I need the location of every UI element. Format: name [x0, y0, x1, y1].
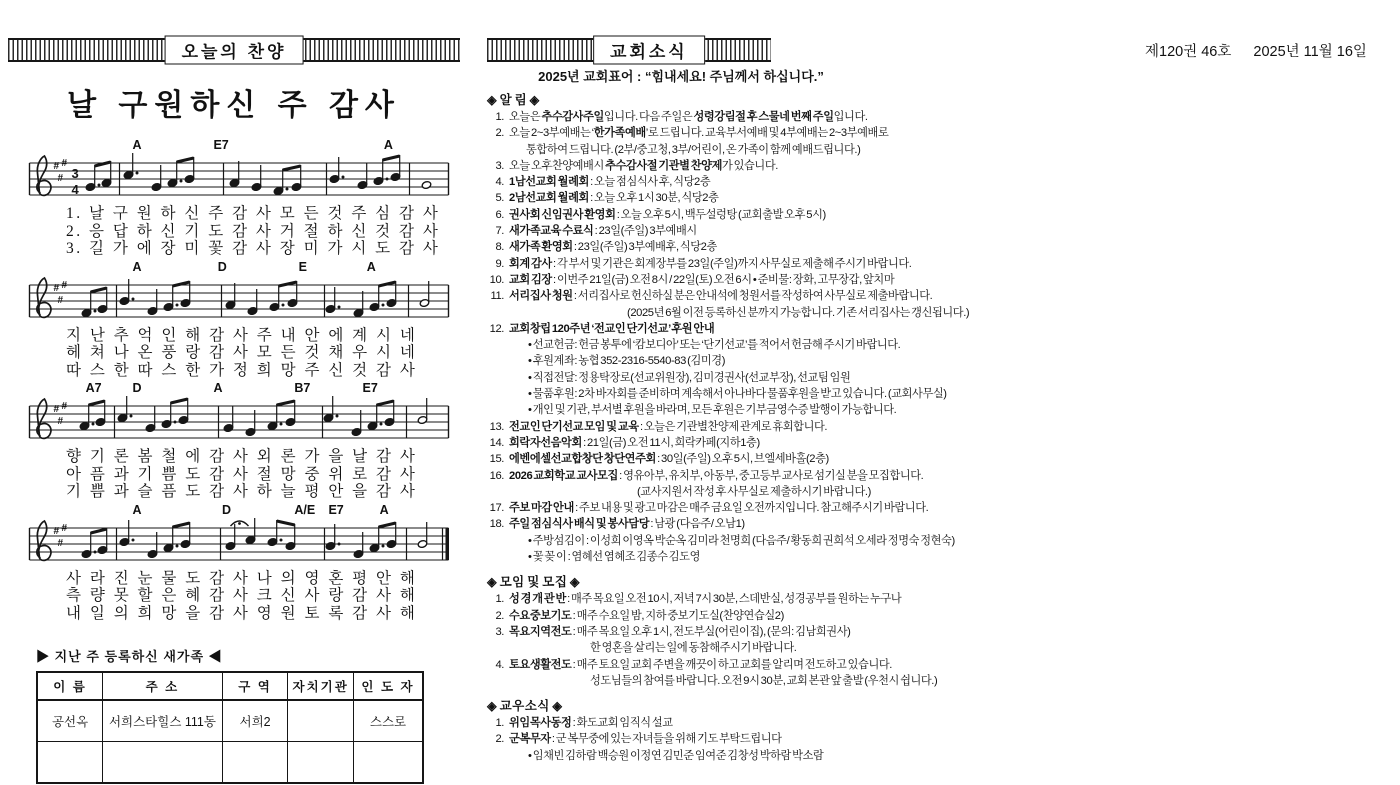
news-item: [487, 516, 962, 532]
lyric-line: 아 픔 과 기 쁨 도 감 사 절 망 중 위 로 감 사: [66, 465, 418, 483]
cell-address: 서희스타힐스 111동: [103, 700, 223, 742]
newcomers-header-row: [37, 672, 423, 700]
staff-lines: [26, 518, 452, 570]
item-text: 1남선교회 월례회 : 오늘 점심식사 후, 식당2층: [509, 176, 711, 189]
chord-label: E7: [328, 502, 344, 517]
chord-label: D: [221, 502, 231, 517]
item-text: 교회창립 120주년 ‘전교인 단기선교’ 후원 안내: [509, 322, 715, 335]
item-text: 회계 감사 : 각 부서 및 기관은 회계장부를 23일(주일)까지 사무실로 제출해 주시기 바랍니다.: [509, 257, 912, 270]
item-text: 군복무자 : 군 복무중에 있는 자녀들을 위해 기도 부탁드립니다: [509, 733, 782, 746]
news-item: [487, 468, 962, 484]
item-number: 1.: [495, 717, 504, 730]
cell-district: 서희2: [222, 700, 288, 742]
item-text: 위임목사동정 : 화도교회 임직식 설교: [509, 717, 673, 730]
lyric-line: 1. 날 구 원 하 신 주 감 사 모 든 것 주 심 감 사: [66, 205, 441, 222]
section-heading: ◈ 모임 및 모집 ◈: [487, 575, 580, 590]
item-text: 오늘 2~3부예배는 ‘한가족예배’로 드립니다. 교육부서예배 및 4부예배는 2~3부예배로: [509, 127, 889, 140]
news-continuation: (2025년 6월 이전 등록하신 분까지 가능합니다. 기존 서리집사는 갱신됩니다.): [627, 306, 970, 319]
item-number: 4.: [495, 658, 504, 671]
newcomer-row-empty: [37, 742, 423, 784]
item-number: 7.: [495, 225, 504, 238]
chord-row: [26, 503, 452, 518]
staff-system: [26, 503, 452, 623]
svg-text:#: #: [53, 404, 60, 415]
chord-label: A: [132, 259, 142, 274]
item-text: 새가족 환영회 : 23일(주일) 3부예배후, 식당2층: [509, 241, 717, 254]
item-text: 2026 교회학교 교사모집 : 영유아부, 유치부, 아동부, 중고등부 교사로 섬기실 분을 모집합니다.: [509, 469, 924, 482]
svg-text:3: 3: [71, 166, 79, 181]
chord-label: D: [217, 259, 227, 274]
chord-label: A: [132, 502, 142, 517]
chord-label: A: [213, 381, 223, 395]
item-text: 목요지역전도 : 매주 목요일 오후 1시, 전도부실(어린이집), (문의: 김남희권사): [509, 625, 851, 638]
chord-row: [26, 138, 452, 153]
item-text: 교회 김장 : 이번주 21일(금) 오전 8시 / 22일(토) 오전 6시 • 준비물: 장화, 고무장갑, 앞치마: [509, 273, 895, 286]
issue-date: 2025년 11월 16일: [1253, 44, 1367, 60]
news-item: [487, 731, 962, 747]
news-item: [487, 500, 962, 516]
section-heading: ◈ 교우소식 ◈: [487, 699, 563, 714]
item-number: 14.: [489, 436, 504, 449]
item-number: 2.: [495, 609, 504, 622]
item-text: 주일 점심식사 배식 및 봉사담당 : 남광 (다음주/ 오남1): [509, 518, 745, 531]
item-number: 8.: [495, 241, 504, 254]
staff-lines: [26, 396, 452, 448]
issue-date-line: [1145, 40, 1367, 61]
newcomers-table: [36, 671, 424, 784]
svg-text:4: 4: [71, 182, 79, 197]
cell-name: 공선옥: [37, 700, 103, 742]
chord-label: B7: [294, 381, 311, 395]
news-bullet: • 임채빈 김하람 백승원 이정연 김민준 임여준 김창성 박하람 박소람: [528, 749, 824, 762]
news-item: [487, 109, 962, 125]
col-organization: 자치기관: [288, 672, 354, 700]
item-text: 오늘 오후찬양예배시 추수감사절 기관별 찬양제가 있습니다.: [509, 159, 778, 172]
svg-text:#: #: [61, 158, 68, 169]
staff-lines: [26, 275, 452, 327]
cell-guide: 스스로: [353, 700, 423, 742]
news-item: [487, 158, 962, 174]
hymn-title: 날 구원하신 주 감사: [67, 89, 401, 122]
news-item: [487, 657, 962, 673]
news-item: [487, 190, 962, 206]
item-number: 15.: [489, 453, 504, 466]
item-number: 2.: [495, 127, 504, 140]
col-name: 이 름: [37, 672, 103, 700]
item-text: 새가족교육 수료식 : 23일(주일) 3부예배시: [509, 225, 697, 238]
item-number: 9.: [495, 257, 504, 270]
chord-label: D: [132, 381, 142, 395]
item-number: 4.: [495, 176, 504, 189]
news-continuation: 성도님들의 참여를 바랍니다. 오전 9시 30분, 교회 본관 앞 출발 (우천시 쉽니다.): [590, 674, 938, 687]
news-continuation: 통합하여 드립니다. (2부/중고청, 3부/어린이, 온 가족이 함께 예배드립니다.): [526, 143, 861, 156]
svg-text:#: #: [61, 401, 68, 412]
left-band-title: 오늘의 찬양: [165, 36, 304, 65]
news-item: [487, 451, 962, 467]
svg-text:#: #: [61, 279, 68, 291]
newcomer-row: [37, 700, 423, 742]
chord-row: [26, 260, 452, 275]
item-number: 11.: [490, 290, 504, 303]
svg-text:#: #: [57, 416, 64, 427]
staff-lines: [26, 153, 452, 205]
svg-text:#: #: [57, 537, 64, 549]
chord-label: E7: [213, 138, 229, 152]
item-number: 18.: [489, 518, 504, 531]
news-item: [487, 256, 962, 272]
newcomers-caption: ▶ 지난 주 등록하신 새가족 ◀: [36, 649, 223, 664]
lyric-line: 기 쁨 과 슬 픔 도 감 사 하 늘 평 안 을 감 사: [66, 483, 418, 500]
lyric-line: 향 기 론 봄 철 에 감 사 외 론 가 을 날 감 사: [66, 448, 418, 465]
news-bullet: • 선교헌금: 헌금 봉투에 ‘캄보디아’ 또는 ‘단기선교’를 적어서 헌금해 주시기 바랍니다.: [528, 339, 901, 352]
news-bullet: • 후원계좌: 농협 352-2316-5540-83 (김미경): [528, 355, 726, 368]
item-number: 17.: [489, 502, 504, 515]
item-number: 12.: [489, 322, 504, 335]
newcomers-section: [36, 646, 428, 784]
item-text: 주보 마감 안내 : 주보 내용 및 광고 마감은 매주 금요일 오전까지입니다. 참고해주시기 바랍니다.: [509, 502, 929, 515]
lyric-line: 내 일 의 희 망 을 감 사 영 원 토 록 감 사 해: [66, 604, 418, 622]
section-heading: ◈ 알 림 ◈: [487, 93, 540, 107]
item-number: 6.: [495, 208, 504, 221]
news-bullet: • 개인 및 기관, 부서별 후원을 바라며, 모든 후원은 기부금영수증 발행이 가능합니다.: [528, 404, 897, 417]
news-continuation: 한 영혼을 살리는 일에 동참해주시기 바랍니다.: [590, 642, 797, 655]
col-address: 주 소: [103, 672, 223, 700]
item-text: 서리집사 청원 : 서리집사로 헌신하실 분은 안내석에 청원서를 작성하여 사무실로 제출바랍니다.: [509, 290, 933, 303]
col-guide: 인 도 자: [353, 672, 423, 700]
svg-text:#: #: [61, 522, 68, 534]
item-text: 수요중보기도 : 매주 수요일 밤, 지하 중보기도실(찬양연습실2): [509, 609, 784, 622]
news-item: [487, 288, 962, 304]
chord-label: A/E: [294, 502, 316, 517]
left-header-band: [8, 38, 460, 62]
lyric-line: 2. 응 답 하 신 기 도 감 사 거 절 하 신 것 감 사: [66, 222, 441, 240]
item-number: 3.: [495, 159, 504, 172]
sheet-music: [26, 138, 452, 624]
cell-guide: [353, 742, 423, 784]
church-motto: 2025년 교회표어 : “힘내세요! 주님께서 하십니다.”: [538, 69, 824, 84]
item-number: 2.: [495, 733, 504, 746]
news-body: [487, 92, 970, 764]
chord-row: [26, 381, 452, 396]
chord-label: A: [383, 138, 393, 152]
chord-label: A7: [85, 381, 102, 395]
right-band-title: 교회소식: [593, 36, 705, 65]
news-item: [487, 321, 962, 337]
news-item: [487, 715, 962, 731]
item-number: 1.: [495, 111, 504, 123]
lyric-line: 헤 쳐 나 온 풍 랑 감 사 모 든 것 채 우 시 네: [66, 344, 418, 361]
news-item: [487, 419, 962, 435]
news-item: [487, 207, 962, 223]
news-bullet: • 주방섬김이 : 이성희 이영옥 박순옥 김미라 천명희 (다음주/ 황동희 권희석 오세라 정명숙 정현숙): [528, 534, 955, 547]
news-item: [487, 624, 962, 640]
news-item: [487, 591, 962, 607]
svg-text:#: #: [53, 525, 60, 537]
news-bullet: • 꽃 꽂 이 : 염혜선 염혜조 김종수 김도영: [528, 551, 700, 564]
lyric-line: 측 량 못 할 은 혜 감 사 크 신 사 랑 감 사 해: [66, 587, 418, 604]
svg-text:#: #: [57, 294, 64, 306]
chord-label: A: [132, 138, 142, 152]
news-item: [487, 174, 962, 190]
news-item: [487, 239, 962, 255]
lyric-line: 지 난 추 억 인 해 감 사 주 내 안 에 계 시 네: [66, 326, 418, 344]
news-gap: [487, 689, 962, 698]
chord-label: A: [379, 502, 389, 517]
cell-organization: [288, 742, 354, 784]
news-bullet: • 직접전달: 정용탁장로(선교위원장), 김미경권사(선교부장), 선교팀 임원: [528, 371, 851, 384]
svg-text:#: #: [57, 173, 64, 184]
item-text: 에벤에셀선교합창단 창단연주회 : 30일(주일) 오후 5시, 브엘세바홀(2층): [509, 453, 829, 466]
news-item: [487, 608, 962, 624]
item-text: 2남선교회 월례회 : 오늘 오후 1시 30분, 식당2층: [509, 192, 719, 205]
staff-system: [26, 138, 452, 258]
cell-organization: [288, 700, 354, 742]
chord-label: E7: [362, 381, 378, 395]
lyric-line: 3. 길 가 에 장 미 꽃 감 사 장 미 가 시 도 감 사: [66, 240, 441, 257]
item-number: 3.: [495, 625, 504, 638]
item-text: 권사회 신임권사 환영회 : 오늘 오후 5시, 백두설렁탕 (교회출발 오후 5시): [509, 208, 826, 221]
staff-system: [26, 260, 452, 380]
item-text: 전교인 단기선교 모임 및 교육 : 오늘은 기관별찬양제 관계로 휴회합니다.: [509, 420, 828, 433]
svg-text:#: #: [53, 282, 60, 294]
chord-label: E: [298, 259, 307, 274]
item-number: 13.: [489, 420, 504, 433]
news-item: [487, 272, 962, 288]
cell-district: [222, 742, 288, 784]
chord-label: A: [366, 259, 376, 274]
news-continuation: (교사지원서 작성 후 사무실로 제출하시기 바랍니다.): [637, 485, 871, 498]
item-number: 5.: [495, 192, 504, 205]
news-item: [487, 223, 962, 239]
right-header-band: [487, 38, 771, 62]
news-item: [487, 125, 962, 141]
lyric-line: 사 라 진 눈 물 도 감 사 나 의 영 혼 평 안 해: [66, 569, 418, 587]
lyric-line: 따 스 한 따 스 한 가 정 희 망 주 신 것 감 사: [66, 361, 418, 379]
item-text: 토요생활전도 : 매주 토요일 교회 주변을 깨끗이 하고 교회를 알리며 전도하고 있습니다.: [509, 658, 892, 671]
cell-address: [103, 742, 223, 784]
issue-number: 제120권 46호: [1145, 44, 1232, 60]
item-text: 성 경 개 관 반 : 매주 목요일 오전 10시, 저녁 7시 30분, 스데반실, 성경공부를 원하는 누구나: [509, 593, 902, 606]
col-district: 구 역: [222, 672, 288, 700]
item-text: 희락자선음악회 : 21일(금) 오전 11시, 희락카페(지하1층): [509, 436, 760, 449]
item-number: 10.: [489, 273, 504, 286]
news-bullet: • 물품후원: 2차 바자회를 준비하며 계속해서 아나바다 물품후원을 받고 있습니다. (교회사무실): [528, 388, 947, 401]
cell-name: [37, 742, 103, 784]
staff-system: [26, 381, 452, 501]
news-item: [487, 435, 962, 451]
svg-text:#: #: [53, 161, 60, 172]
item-text: 오늘은 추수감사주일입니다. 다음 주일은 성령강림절 후 스물네 번째 주일입니다.: [509, 111, 868, 123]
item-number: 16.: [489, 469, 504, 482]
item-number: 1.: [495, 593, 504, 606]
news-gap: [487, 565, 962, 574]
